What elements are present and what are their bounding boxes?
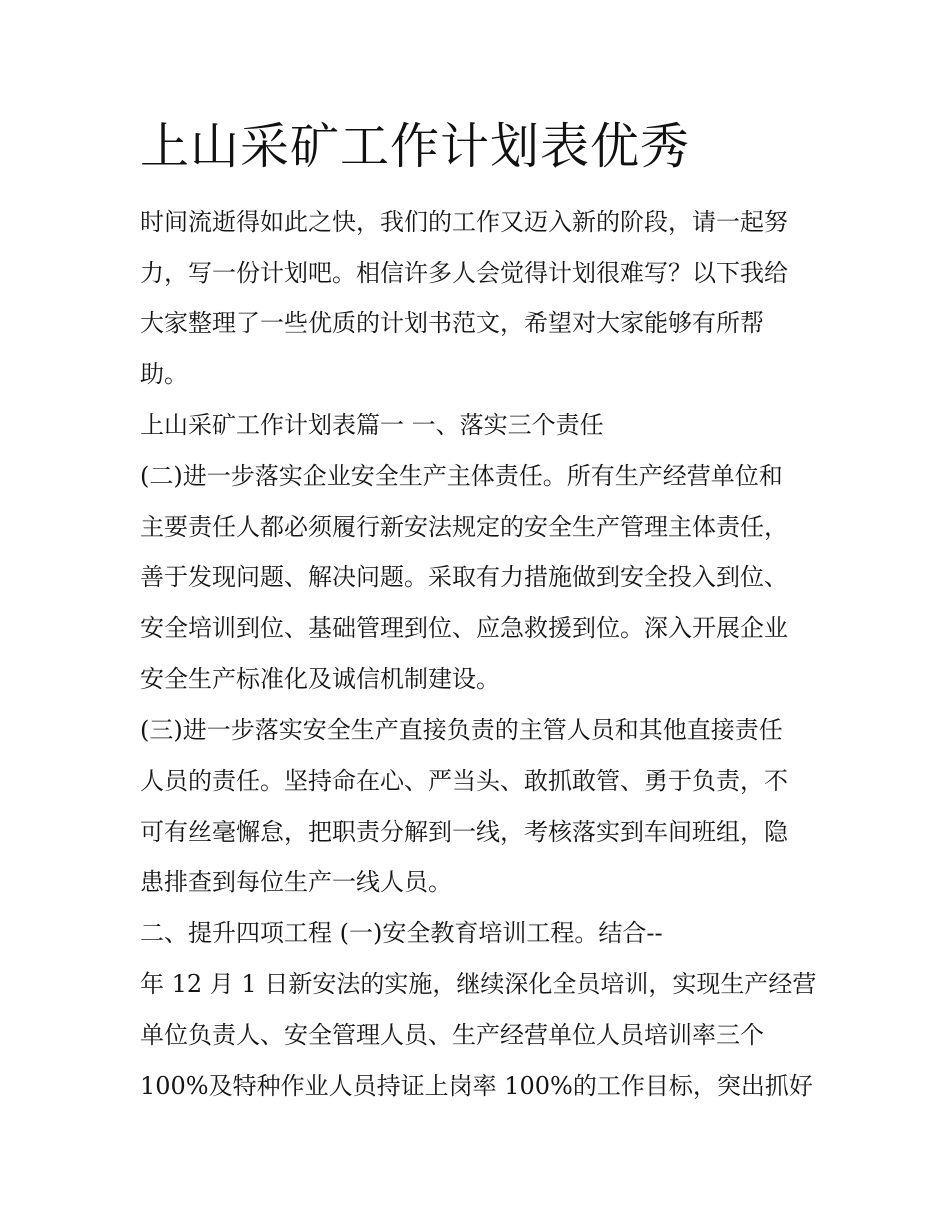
text-line: 力，写一份计划吧。相信许多人会觉得计划很难写？以下我给: [140, 259, 788, 287]
text-line: 单位负责人、安全管理人员、生产经营单位人员培训率三个: [140, 1021, 764, 1049]
text-line: 人员的责任。坚持命在心、严当头、敢抓敢管、勇于负责，不: [140, 767, 788, 795]
text-line: 安全培训到位、基础管理到位、应急救援到位。深入开展企业: [140, 614, 788, 642]
text-line: 助。: [140, 360, 188, 388]
text-line: 主要责任人都必须履行新安法规定的安全生产管理主体责任，: [140, 513, 788, 541]
text-line: 年 12 月 1 日新安法的实施，继续深化全员培训，实现生产经营: [140, 970, 817, 998]
text-line: (二)进一步落实企业安全生产主体责任。所有生产经营单位和: [140, 462, 783, 490]
text-line: 时间流逝得如此之快，我们的工作又迈入新的阶段，请一起努: [140, 208, 788, 236]
text-line: 安全生产标准化及诚信机制建设。: [140, 665, 500, 693]
text-line: 患排查到每位生产一线人员。: [140, 868, 452, 896]
text-line: 大家整理了一些优质的计划书范文，希望对大家能够有所帮: [140, 309, 764, 337]
text-line: 二、提升四项工程 (一)安全教育培训工程。结合--: [140, 919, 663, 947]
document-title: 上山采矿工作计划表优秀: [140, 118, 691, 175]
text-line: 善于发现问题、解决问题。采取有力措施做到安全投入到位、: [140, 563, 788, 591]
text-line: 100%及特种作业人员持证上岗率 100%的工作目标，突出抓好: [140, 1072, 813, 1100]
text-line: (三)进一步落实安全生产直接负责的主管人员和其他直接责任: [140, 716, 783, 744]
text-line: 上山采矿工作计划表篇一 一、落实三个责任: [140, 411, 604, 439]
text-line: 可有丝毫懈怠，把职责分解到一线，考核落实到车间班组，隐: [140, 818, 788, 846]
